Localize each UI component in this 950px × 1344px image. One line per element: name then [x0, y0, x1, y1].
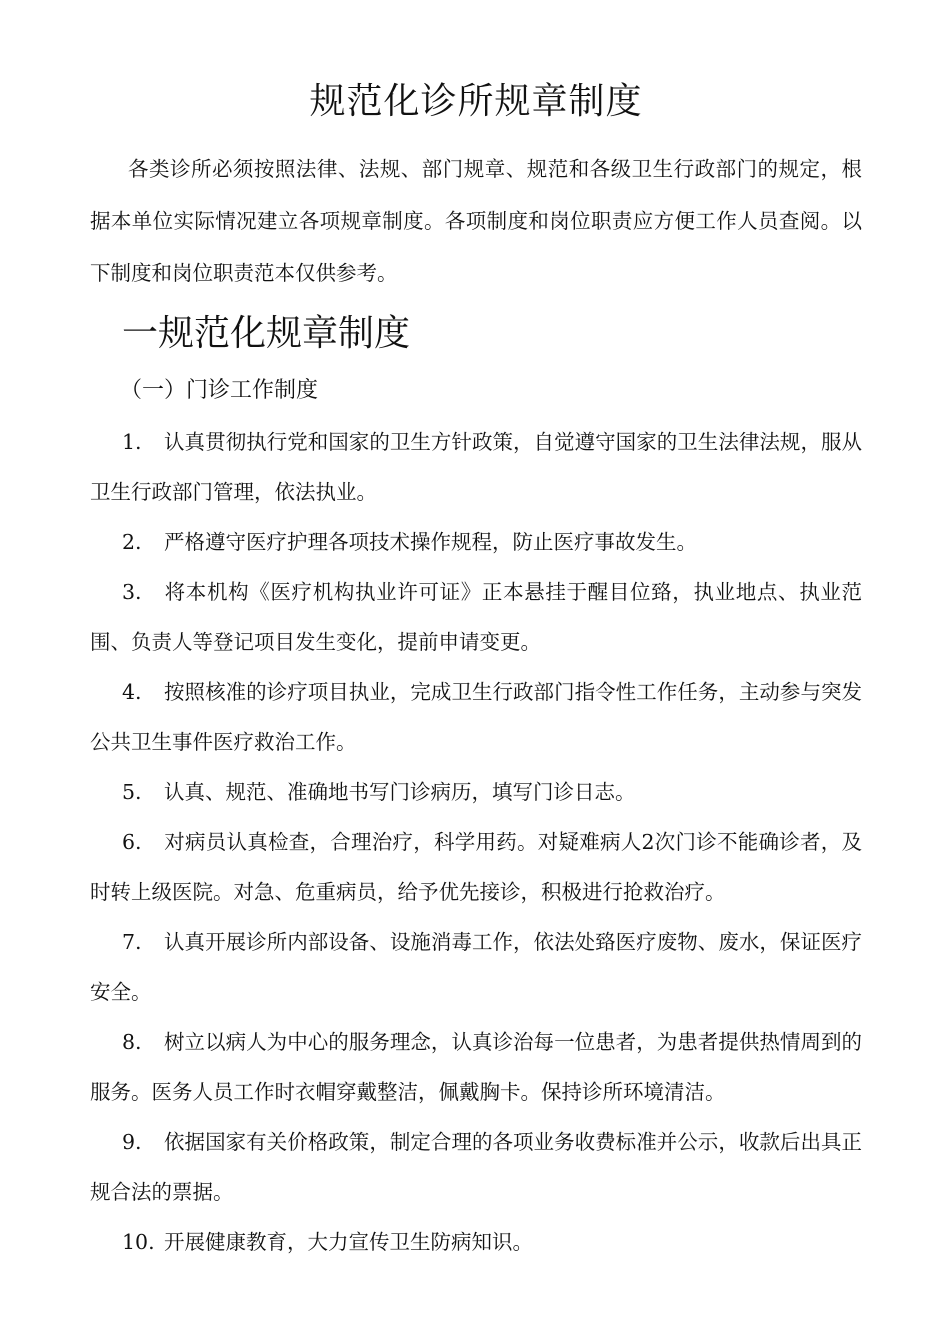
item-number: 6.	[122, 830, 142, 854]
item-number: 1.	[122, 430, 142, 454]
item-text: 认真、规范、准确地书写门诊病历，填写门诊日志。	[164, 780, 636, 804]
item-text: 按照核准的诊疗项目执业，完成卫生行政部门指令性工作任务，主动参与突发公共卫生事件医疗救治工作。	[90, 680, 862, 754]
item-text: 严格遵守医疗护理各项技术操作规程，防止医疗事故发生。	[164, 530, 697, 554]
item-text: 对病员认真检查，合理治疗，科学用药。对疑难病人2次门诊不能确诊者，及时转上级医院。对急、危重病员，给予优先接诊，积极进行抢救治疗。	[90, 830, 862, 904]
list-item	[90, 917, 862, 1017]
subsection-title: （一）门诊工作制度	[120, 378, 319, 403]
item-number: 7.	[122, 930, 142, 954]
list-item	[90, 1217, 862, 1267]
list-item	[90, 417, 862, 517]
item-text: 开展健康教育，大力宣传卫生防病知识。	[164, 1230, 533, 1254]
item-number: 5.	[122, 780, 142, 804]
item-number: 10.	[122, 1230, 155, 1254]
list-item	[90, 1017, 862, 1117]
section-title: 一规范化规章制度	[122, 313, 411, 354]
list-item	[90, 817, 862, 917]
item-number: 8.	[122, 1030, 142, 1054]
item-number: 9.	[122, 1130, 142, 1154]
item-text: 将本机构《医疗机构执业许可证》正本悬挂于醒目位臵，执业地点、执业范围、负责人等登记项目发生变化，提前申请变更。	[90, 580, 862, 654]
intro-paragraph: 各类诊所必须按照法律、法规、部门规章、规范和各级卫生行政部门的规定，根据本单位实际情况建立各项规章制度。各项制度和岗位职责应方便工作人员查阅。以下制度和岗位职责范本仅供参考。	[90, 157, 862, 285]
rules-list	[90, 417, 862, 1267]
item-text: 认真贯彻执行党和国家的卫生方针政策，自觉遵守国家的卫生法律法规，服从卫生行政部门管理，依法执业。	[90, 430, 862, 504]
item-number: 3.	[122, 580, 142, 604]
item-text: 认真开展诊所内部设备、设施消毒工作，依法处臵医疗废物、废水，保证医疗安全。	[90, 930, 862, 1004]
list-item	[90, 517, 862, 567]
list-item	[90, 567, 862, 667]
list-item	[90, 1117, 862, 1217]
item-text: 依据国家有关价格政策，制定合理的各项业务收费标准并公示，收款后出具正规合法的票据。	[90, 1130, 862, 1204]
document-title: 规范化诊所规章制度	[309, 81, 643, 122]
list-item	[90, 667, 862, 767]
item-number: 4.	[122, 680, 142, 704]
item-text: 树立以病人为中心的服务理念，认真诊治每一位患者，为患者提供热情周到的服务。医务人员工作时衣帽穿戴整洁，佩戴胸卡。保持诊所环境清洁。	[90, 1030, 862, 1104]
list-item	[90, 767, 862, 817]
item-number: 2.	[122, 530, 142, 554]
